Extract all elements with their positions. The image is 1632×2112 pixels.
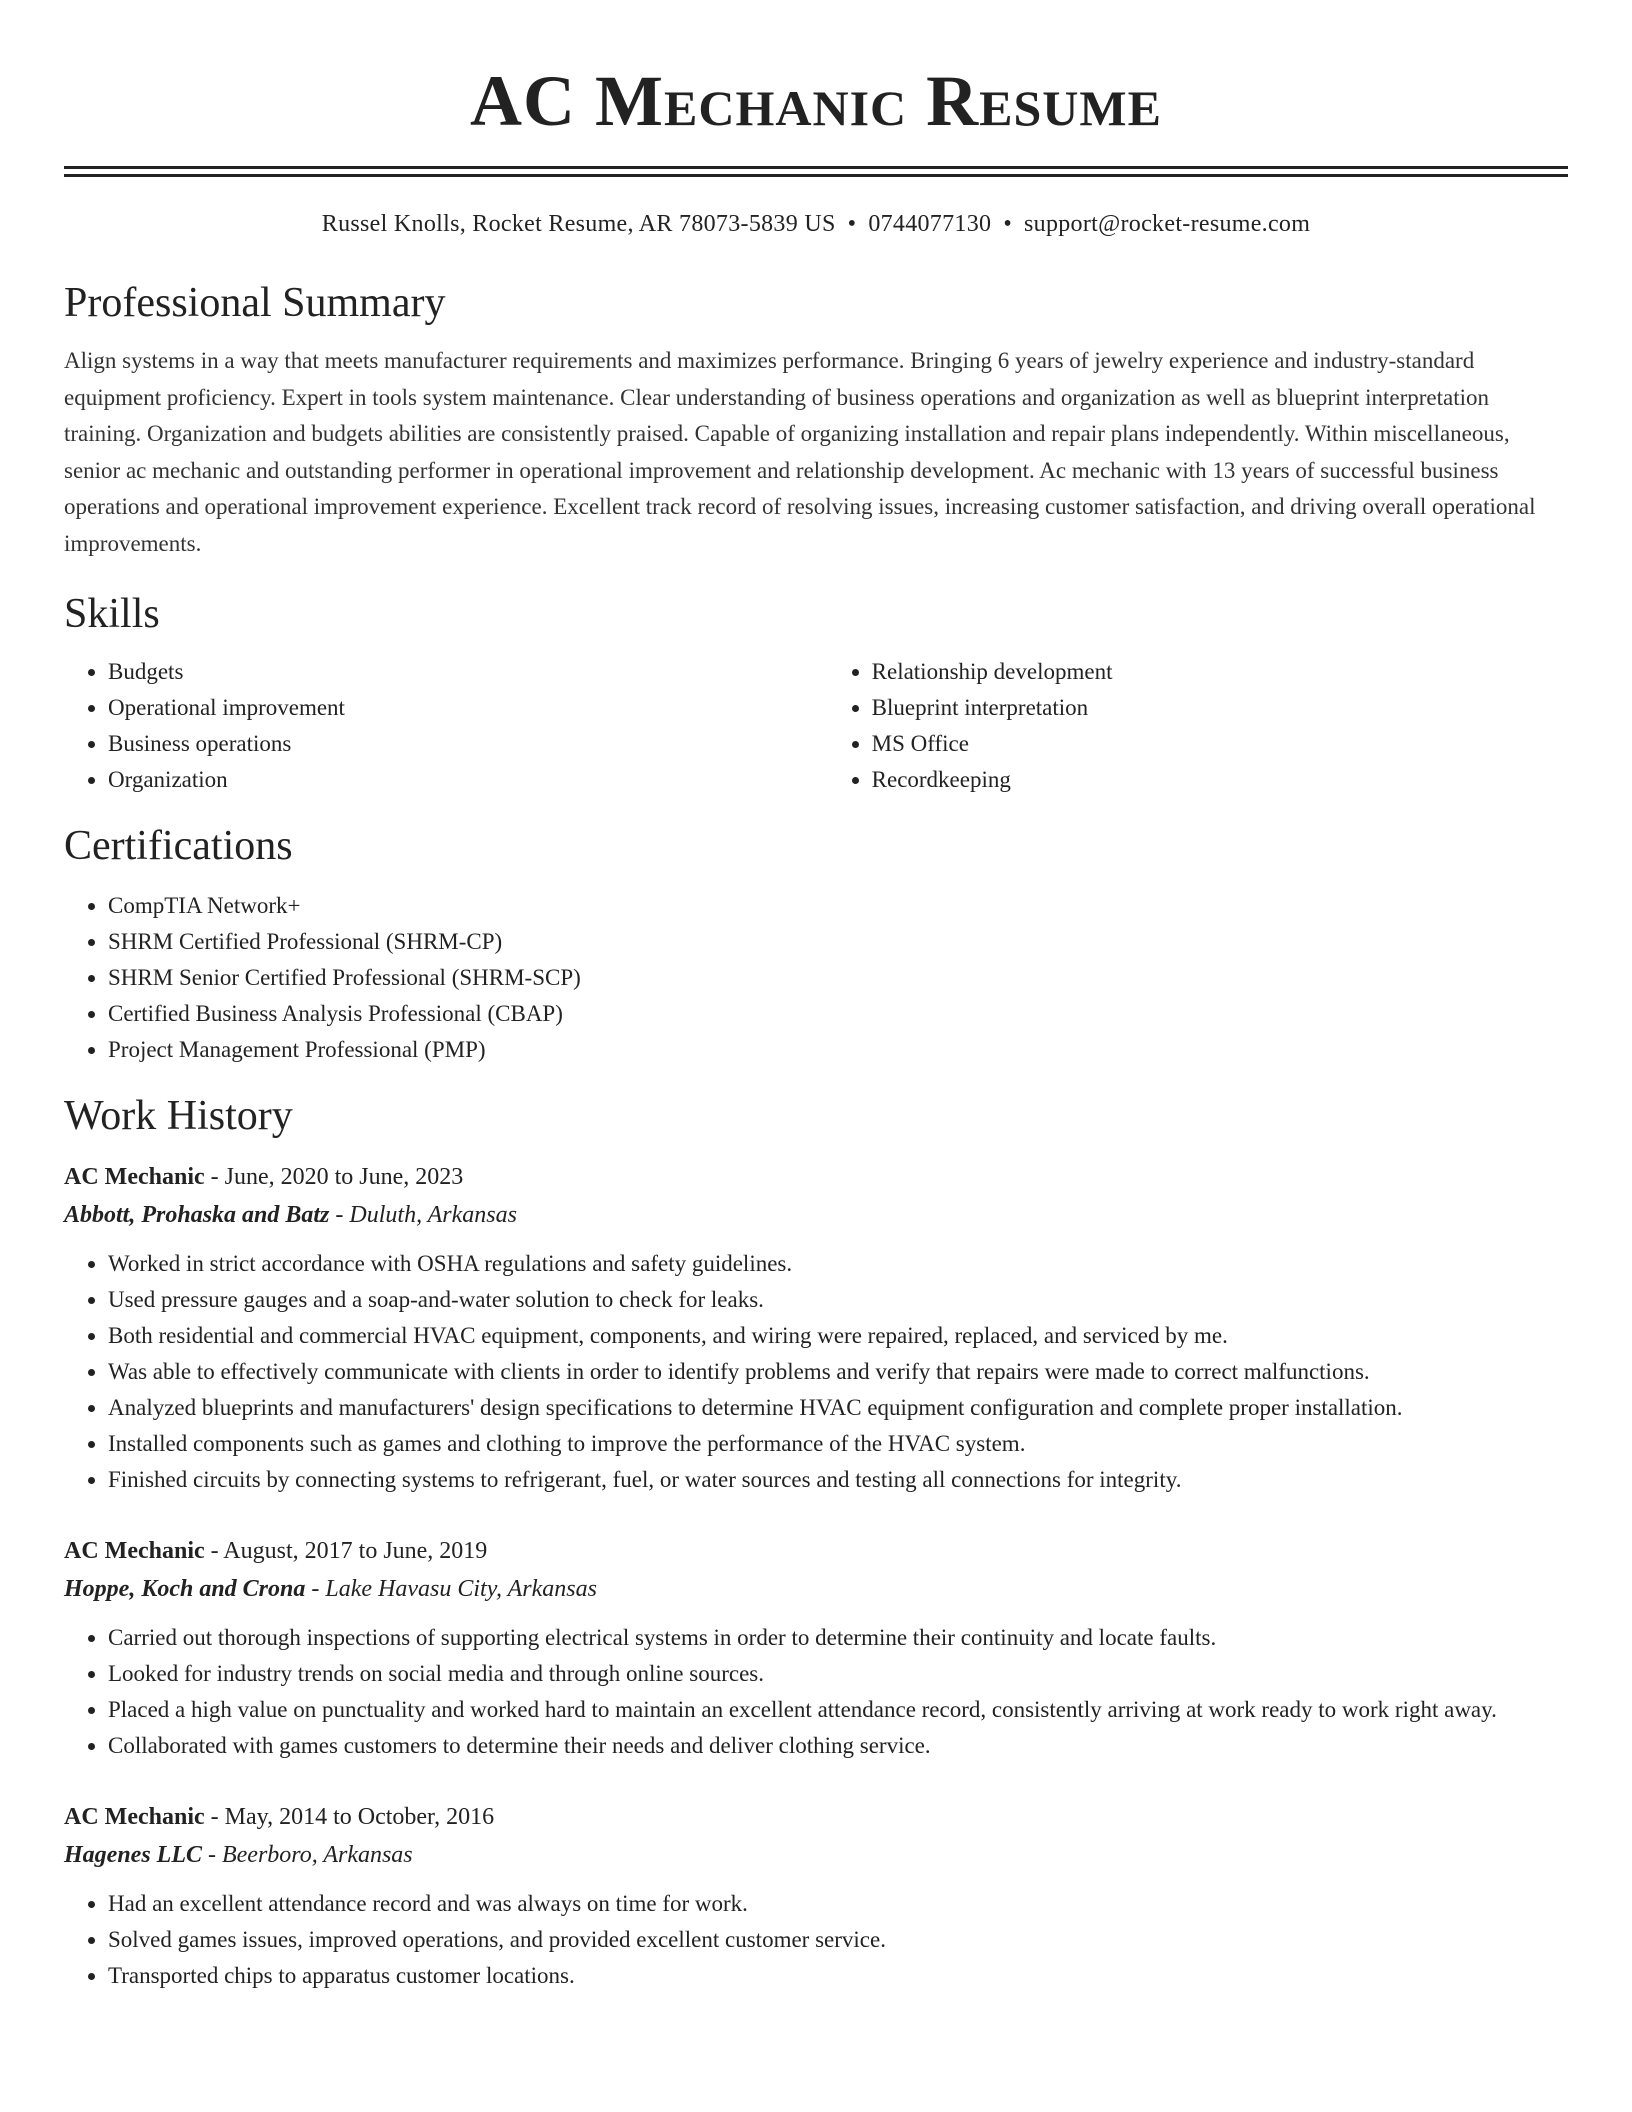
- skills-list: [64, 654, 1568, 798]
- skill-item: • Relationship development: [872, 654, 1568, 690]
- job-bullets: [64, 1246, 1568, 1498]
- job-bullet: • Placed a high value on punctuality and worked hard to maintain an excellent attendance record, consistently arriving at work ready to work right away.: [108, 1692, 1568, 1728]
- skill-item: • Blueprint interpretation: [872, 690, 1568, 726]
- job-entry: [64, 1798, 1568, 1994]
- job-title-line: [64, 1158, 1568, 1196]
- job-location: - Duluth, Arkansas: [329, 1202, 517, 1228]
- job-bullet: • Carried out thorough inspections of supporting electrical systems in order to determine their continuity and locate faults.: [108, 1620, 1568, 1656]
- job-bullet: • Worked in strict accordance with OSHA regulations and safety guidelines.: [108, 1246, 1568, 1282]
- job-dates: - June, 2020 to June, 2023: [204, 1164, 464, 1190]
- skill-item: • Budgets: [108, 654, 828, 690]
- job-bullet: • Finished circuits by connecting systems to refrigerant, fuel, or water sources and testing all connections for integrity.: [108, 1462, 1568, 1498]
- section-heading-work-history: Work History: [64, 1093, 293, 1139]
- certifications-list: [64, 888, 1568, 1068]
- job-entry: [64, 1158, 1568, 1498]
- skills-column-left: [64, 654, 828, 798]
- contact-phone: 0744077130: [868, 211, 992, 237]
- skill-item: • Recordkeeping: [872, 762, 1568, 798]
- job-company-line: [64, 1836, 1568, 1874]
- job-title: AC Mechanic: [64, 1538, 205, 1564]
- job-company-line: [64, 1196, 1568, 1234]
- skill-item: • Business operations: [108, 726, 828, 762]
- job-bullet: • Both residential and commercial HVAC equipment, components, and wiring were repaired, replaced, and serviced by me.: [108, 1318, 1568, 1354]
- job-bullet: • Was able to effectively communicate with clients in order to identify problems and verify that repairs were made to correct malfunctions.: [108, 1354, 1568, 1390]
- certification-item: • SHRM Certified Professional (SHRM-CP): [108, 924, 1568, 960]
- job-dates: - May, 2014 to October, 2016: [204, 1804, 495, 1830]
- certification-item: • SHRM Senior Certified Professional (SHRM-SCP): [108, 960, 1568, 996]
- job-company: Abbott, Prohaska and Batz: [64, 1202, 330, 1228]
- section-heading-skills: Skills: [64, 591, 160, 637]
- skill-item: • Operational improvement: [108, 690, 828, 726]
- job-title-line: [64, 1532, 1568, 1570]
- certification-item: • CompTIA Network+: [108, 888, 1568, 924]
- job-title: AC Mechanic: [64, 1804, 205, 1830]
- job-company: Hoppe, Koch and Crona: [64, 1576, 306, 1602]
- job-bullet: • Collaborated with games customers to determine their needs and deliver clothing service.: [108, 1728, 1568, 1764]
- job-company-line: [64, 1570, 1568, 1608]
- job-entry: [64, 1532, 1568, 1764]
- job-company: Hagenes LLC: [64, 1842, 202, 1868]
- title-divider-bottom: [64, 174, 1568, 177]
- job-title-line: [64, 1798, 1568, 1836]
- job-bullet: • Looked for industry trends on social media and through online sources.: [108, 1656, 1568, 1692]
- job-bullets: [64, 1620, 1568, 1764]
- title-divider-top: [64, 166, 1568, 169]
- job-bullet: • Transported chips to apparatus customer locations.: [108, 1958, 1568, 1994]
- job-bullet: • Used pressure gauges and a soap-and-water solution to check for leaks.: [108, 1282, 1568, 1318]
- job-bullet: • Installed components such as games and clothing to improve the performance of the HVAC system.: [108, 1426, 1568, 1462]
- job-location: - Lake Havasu City, Arkansas: [305, 1576, 597, 1602]
- skill-item: • Organization: [108, 762, 828, 798]
- certification-item: • Certified Business Analysis Professional (CBAP): [108, 996, 1568, 1032]
- job-dates: - August, 2017 to June, 2019: [204, 1538, 488, 1564]
- resume-title: AC Mechanic Resume: [470, 61, 1162, 141]
- section-heading-certifications: Certifications: [64, 823, 293, 869]
- skills-column-right: [828, 654, 1568, 798]
- certification-item: • Project Management Professional (PMP): [108, 1032, 1568, 1068]
- contact-address: Russel Knolls, Rocket Resume, AR 78073-5839 US: [321, 211, 836, 237]
- job-bullet: • Solved games issues, improved operations, and provided excellent customer service.: [108, 1922, 1568, 1958]
- job-bullet: • Analyzed blueprints and manufacturers' design specifications to determine HVAC equipment configuration and complete proper installation.: [108, 1390, 1568, 1426]
- skill-item: • MS Office: [872, 726, 1568, 762]
- section-heading-summary: Professional Summary: [64, 280, 446, 326]
- contact-line: [64, 207, 1568, 241]
- job-location: - Beerboro, Arkansas: [202, 1842, 413, 1868]
- job-title: AC Mechanic: [64, 1164, 205, 1190]
- resume-page: [64, 0, 1568, 1994]
- job-bullet: • Had an excellent attendance record and was always on time for work.: [108, 1886, 1568, 1922]
- contact-separator: •: [1003, 211, 1013, 237]
- job-bullets: [64, 1886, 1568, 1994]
- contact-email: support@rocket-resume.com: [1024, 211, 1311, 237]
- summary-text: Align systems in a way that meets manufacturer requirements and maximizes performance. Bringing 6 years of jewelry experience and industry-standard equipment proficiency. Expert in tools system maintenance. Clear understanding of business operations and organization as well as blueprint interpretation training. Organization and budgets abilities are consistently praised. Capable of organizing installation and repair plans independently. Within miscellaneous, senior ac mechanic and outstanding performer in operational improvement and relationship development. Ac mechanic with 13 years of successful business operations and operational improvement experience. Excellent track record of resolving issues, increasing customer satisfaction, and driving overall operational improvements.: [64, 348, 1536, 556]
- contact-separator: •: [847, 211, 857, 237]
